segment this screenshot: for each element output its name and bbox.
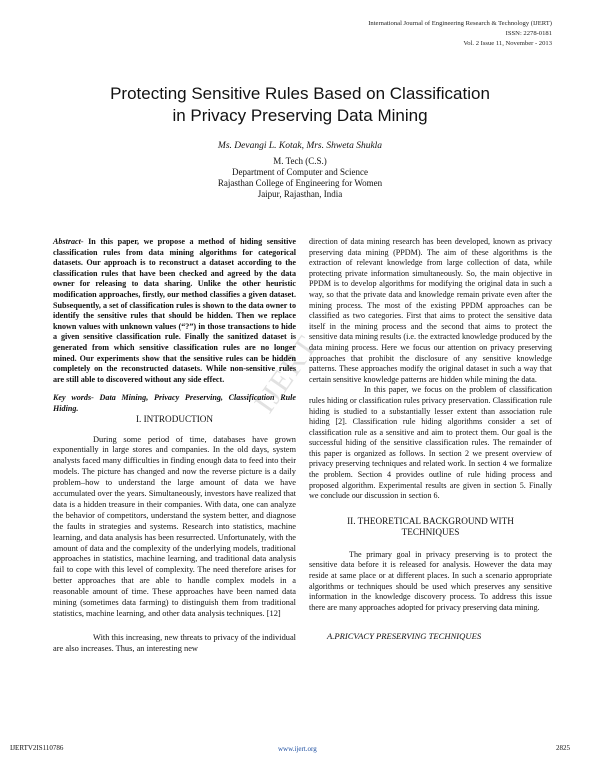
section-2-heading-line1: II. THEORETICAL BACKGROUND WITH bbox=[347, 515, 514, 526]
affiliation-city: Jaipur, Rajasthan, India bbox=[257, 189, 343, 199]
subsection-a-heading: A.PRICVACY PRESERVING TECHNIQUES bbox=[327, 631, 482, 642]
keywords: Key words- Data Mining, Privacy Preserving, Classification Rule Hiding. bbox=[53, 393, 296, 413]
affiliation-dept: Department of Computer and Science bbox=[232, 167, 368, 177]
section-2-heading-line2: TECHNIQUES bbox=[401, 526, 460, 537]
affiliation-college: Rajasthan College of Engineering for Women bbox=[217, 178, 383, 188]
section-1-heading: I. INTRODUCTION bbox=[135, 413, 214, 424]
intro-paragraph-4: In this paper, we focus on the problem of classification rules hiding or classification rules privacy preservation. Classification rule hiding is studied to a substantially lesser extent than association rule hiding [2]. Classification rule hiding algorithms consider a set of classification rule as a sensitive and aim to protect them. Our goal is the successful hiding of the sensitive classification rules. The remainder of this paper is organized as follows. In section 2 we present overview of privacy preserving techniques and related work. In section 4 we formalize the problem. Section 4 provides outline of rule hiding process and proposed algorithm. Experimental results are given in section 5. Finally we conclude our discussion in section 6. bbox=[309, 385, 552, 501]
background-paragraph-1: The primary goal in privacy preserving is to protect the sensitive data before it is released for analysis. However the data may reside at same place or at different places. In such a scenario appropriate algorithms or techniques should be used which preserves any sensitive information in the knowledge discovery process. To address this issue there are many approaches adopted for privacy preserving data mining. bbox=[309, 549, 552, 612]
intro-paragraph-2: With this increasing, new threats to privacy of the individual are also increases. Thus, an interesting new bbox=[53, 632, 296, 653]
journal-name: International Journal of Engineering Research & Technology (IJERT) bbox=[368, 20, 552, 27]
author-list: Ms. Devangi L. Kotak, Mrs. Shweta Shukla bbox=[217, 141, 383, 151]
paper-title-line2: in Privacy Preserving Data Mining bbox=[172, 106, 428, 125]
abstract bbox=[53, 237, 296, 385]
right-column bbox=[309, 237, 552, 642]
intro-paragraph-1: During some period of time, databases have grown exponentially in large stores and companies. In the old days, system analysts faced many difficulties in finding enough data to feed into their models. The picture has changed and now the reverse picture is a daily problem–how to understand the large amount of data we have accumulated over the years. Simultaneously, investors have realized that data is a hidden treasure in their companies. With data, one can analyze the behavior of competitors, understand the system better, and diagnose the faults in strategies and systems. Research into statistics, machine learning, and data analysis has been resurrected. Unfortunately, with the amount of data and the complexity of the underlying models, traditional approaches in statistics, machine learning, and traditional data analysis fail to cope with this level of complexity. The need therefore arises for better approaches that are able to handle complex models in a reasonable amount of time. These approaches have been named data mining (sometimes data farming) to distinguish them from traditional statistics, machine learning, and other data analysis techniques. [12] bbox=[53, 434, 296, 618]
affiliation bbox=[0, 156, 600, 200]
footer-url-link[interactable]: www.ijert.org bbox=[278, 745, 317, 753]
intro-paragraph-3: direction of data mining research has been developed, known as privacy preserving data mining (PPDM). The aim of these algorithms is the extraction of relevant knowledge from large collection of data, while protecting private information simultaneously. So, the main objective in PPDM is to develop algorithms for modifying the original data in such a way, so that the private data and knowledge remain private even after the mining process. The most of the existing PPDM approaches can be classified as two categories. First that aims to protect the sensitive data itself in the mining process and the second that aims to protect the sensitive data mining results (i.e. the extracted knowledge produced by the data mining process. Here we focus our attention on privacy preserving approaches that prohibit the disclosure of any sensitive knowledge patterns. These approaches modify the original dataset in such a way that certain sensitive knowledge patterns are hidden while mining the data. bbox=[309, 237, 552, 384]
journal-volume: Vol. 2 Issue 11, November - 2013 bbox=[463, 40, 552, 47]
footer-page-number: 2825 bbox=[556, 744, 570, 752]
journal-header bbox=[368, 19, 552, 49]
section-2-heading bbox=[309, 516, 552, 538]
abstract-label: Abstract- bbox=[53, 237, 84, 246]
paper-title bbox=[0, 83, 600, 127]
paper-title-line1: Protecting Sensitive Rules Based on Classification bbox=[110, 84, 490, 103]
left-column bbox=[53, 237, 296, 655]
footer-paper-id: IJERTV2IS110786 bbox=[10, 744, 64, 752]
affiliation-degree: M. Tech (C.S.) bbox=[273, 156, 327, 166]
journal-issn: ISSN: 2278-0181 bbox=[505, 30, 552, 37]
abstract-text: In this paper, we propose a method of hiding sensitive classification rules from data mining algorithms for categorical datasets. Our approach is to reconstruct a dataset according to the classification rules that have been checked and agreed by the data owner for releasing to data sharing. Unlike the other heuristic modification approaches, firstly, our method classifies a given dataset. Subsequently, a set of classification rules is shown to the data owner to identify the sensitive rules that should be hidden. Then we replace known values with unknown values (“?”) in those transactions to hide a given sensitive classification rule. Finally the sanitized dataset is generated from which sensitive classification rules are no longer mined. Our experiments show that the sensitive rules can be hidden completely on the reconstructed datasets. While non-sensitive rules are still able to discovered without any side effect. bbox=[53, 237, 296, 384]
watermark: IJERT bbox=[248, 329, 325, 419]
